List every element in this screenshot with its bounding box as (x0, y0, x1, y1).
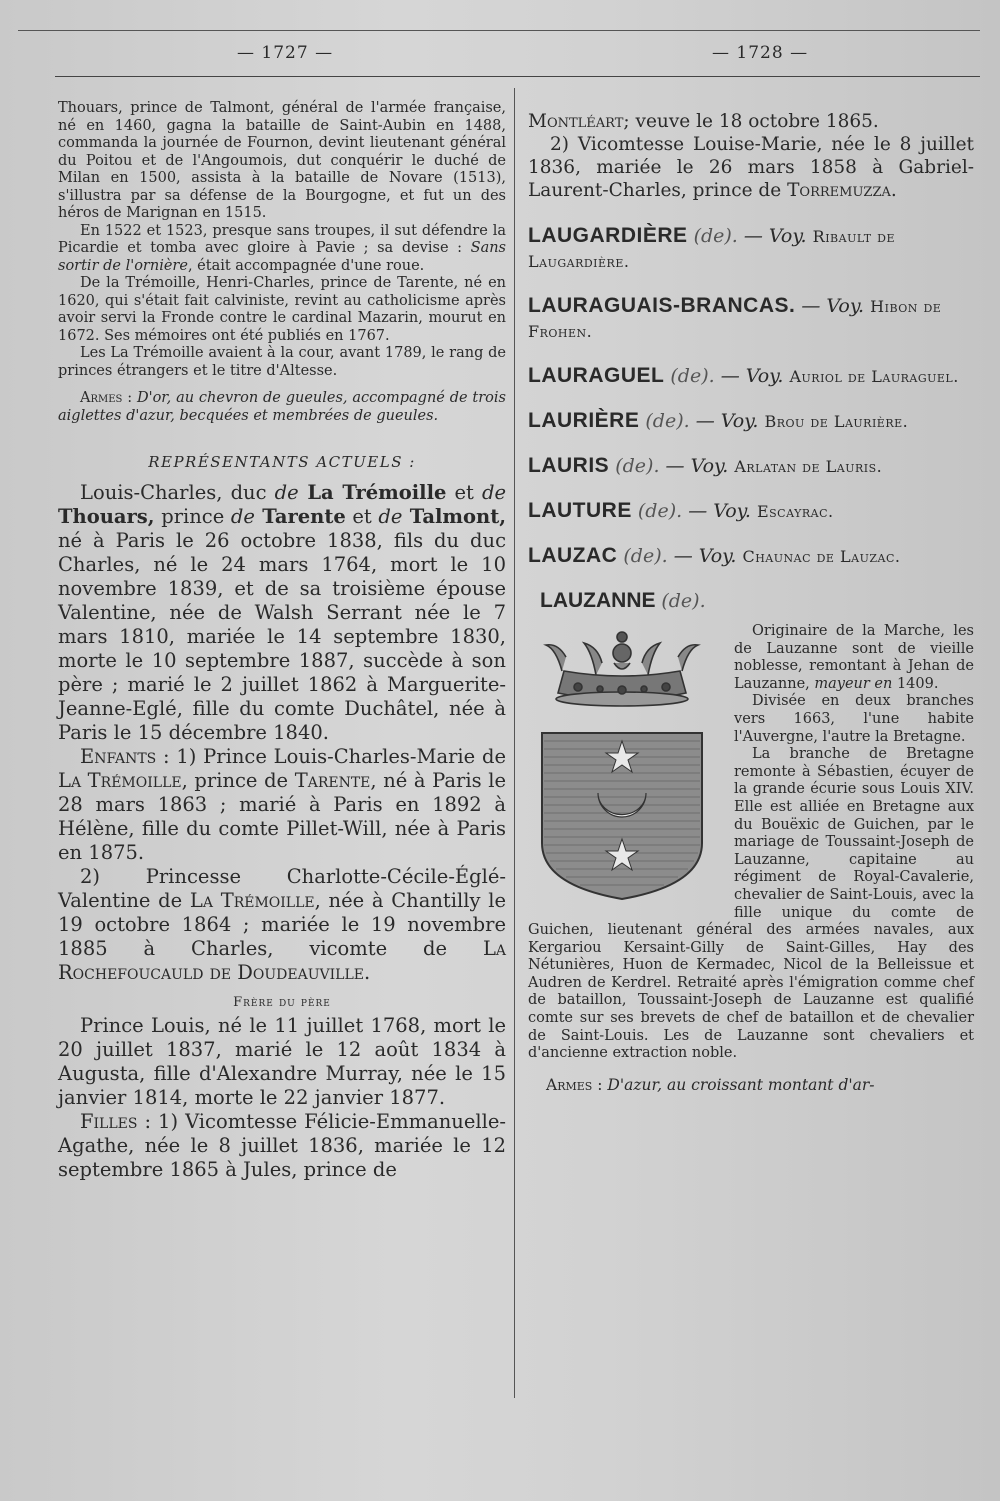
page-number-left: — 1727 — (237, 43, 334, 63)
lauzanne-section (528, 623, 974, 1094)
frere-du-pere-text: Prince Louis, né le 11 juillet 1768, mort le 20 juillet 1837, marié le 12 août 1834 à Augusta, fille d'Alexandre Murray, née le 15 janvier 1814, morte le 22 janvier 1877. (58, 1014, 506, 1109)
left-column (58, 100, 506, 1182)
column-divider (514, 88, 515, 1398)
filles-text: Filles : 1) Vicomtesse Félicie-Emmanuelle-Agathe, née le 8 juillet 1836, mariée le 12 septembre 1865 à Jules, prince de (58, 1110, 506, 1181)
lauzanne-bretagne: La branche de Bretagne remonte à Sébastien, écuyer de la grande écurie sous Louis XIV. Elle est alliée en Bretagne aux du Bouëxic de Guichen, par le mariage de Toussaint-Joseph de Lauzanne, capitaine au régiment de Royal-Cavalerie, chevalier de Saint-Louis, avec la fille unique du comte de Guichen, lieutenant général des armées navales, aux Kergariou Kersaint-Gilly de Saint-Gilles, Hay des Nétunières, Huon de Kermadec, Nicol de la Belleissue et Audren de Kerdrel. Retraité après l'émigration comme chef de bataillon, Toussaint-Joseph de Lauzanne est qualifié comte sur ses brevets de chef de bataillon et de chevalier de Saint-Louis. Les de Lauzanne sont chevaliers et d'ancienne extraction noble. (528, 746, 974, 1062)
lauzanne-branches: Divisée en deux branches vers 1663, l'une habite l'Auvergne, l'autre la Bretagne. (734, 693, 974, 745)
right-column (528, 110, 974, 1094)
lauzanne-origin: Originaire de la Marche, les de Lauzanne sont de vieille noblesse, remontant à Jehan de Lauzanne, mayeur en 1409. (734, 623, 974, 692)
enfants-1: Enfants : 1) Prince Louis-Charles-Marie de La Trémoille, prince de Tarente, né à Paris le 28 mars 1863 ; marié à Paris en 1892 à Hélène, fille du comte Pillet-Will, née à Paris en 1875. (58, 745, 506, 864)
top-rule (18, 30, 980, 31)
entry-lauture: LAUTURE (de). — Voy. Escayrac. (528, 499, 834, 522)
entries-list (528, 224, 974, 569)
entry-lauriere: LAURIÈRE (de). — Voy. Brou de Laurière. (528, 409, 909, 432)
entry-lauraguais-brancas: LAURAGUAIS-BRANCAS. — Voy. Hibon de Frohen. (528, 294, 942, 341)
paragraph-picardie: En 1522 et 1523, presque sans troupes, il sut défendre la Picardie et tomba avec gloire à Pavie ; sa devise : Sans sortir de l'ornière, était accompagnée d'une roue. (58, 222, 506, 274)
representants-title: REPRÉSENTANTS ACTUELS : (148, 453, 416, 471)
enfants-2: 2) Princesse Charlotte-Cécile-Églé-Valentine de La Trémoille, née à Chantilly le 19 octobre 1864 ; mariée le 19 novembre 1885 à Charles, vicomte de La Rochefoucauld de Doudeauville. (58, 865, 506, 984)
entry-lauzac: LAUZAC (de). — Voy. Chaunac de Lauzac. (528, 544, 901, 567)
frere-du-pere-title: Frère du père (233, 995, 331, 1010)
motto: Sans sortir de l'ornière (58, 240, 506, 274)
representant-louis-charles: Louis-Charles, duc de La Trémoille et de Thouars, prince de Tarente et de Talmont, né à Paris le 26 octobre 1838, fils du duc Charles, né le 24 mars 1764, mort le 10 novembre 1839, et de sa troisième épouse Valentine, née de Walsh Serrant née le 7 mars 1810, mariée le 14 septembre 1830, morte le 10 septembre 1887, succède à son père ; marié le 2 juillet 1862 à Marguerite-Jeanne-Eglé, fille du comte Duchâtel, née à Paris le 15 décembre 1840. (58, 481, 506, 744)
paragraph-talmont: Thouars, prince de Talmont, général de l'armée française, né en 1460, gagna la bataille de Saint-Aubin en 1488, commanda la journée de Fournon, devint lieutenant général du Poitou et de l'Angoumois, dut conquérir le duché de Milan en 1500, assista à la bataille de Novare (1513), s'illustra par sa défense de la Bourgogne, et fut un des héros de Marignan en 1515. (58, 100, 506, 221)
entry-lauris: LAURIS (de). — Voy. Arlatan de Lauris. (528, 454, 883, 477)
page-number-right: — 1728 — (712, 43, 809, 63)
entry-laugardiere: LAUGARDIÈRE (de). — Voy. Ribault de Laugardière. (528, 224, 896, 271)
armes-tremoille: Armes : D'or, au chevron de gueules, accompagné de trois aiglettes d'azur, becquées et membrées de gueules. (58, 390, 506, 424)
paragraph-cour: Les La Trémoille avaient à la cour, avant 1789, le rang de princes étrangers et le titre d'Altesse. (58, 345, 506, 379)
entry-lauzanne-heading: LAUZANNE (de). (540, 589, 706, 612)
continuation-louise-marie: 2) Vicomtesse Louise-Marie, née le 8 juillet 1836, mariée le 26 mars 1858 à Gabriel-Laurent-Charles, prince de Torremuzza. (528, 134, 974, 201)
entry-lauraguel: LAURAGUEL (de). — Voy. Auriol de Lauraguel. (528, 364, 959, 387)
crown-icon (546, 632, 698, 706)
header-rule (55, 76, 980, 77)
continuation-montleart: Montléart; veuve le 18 octobre 1865. (528, 111, 879, 132)
armes-lauzanne: Armes : D'azur, au croissant montant d'ar- (546, 1075, 875, 1094)
coat-of-arms-icon (518, 623, 726, 905)
paragraph-henri-charles: De la Trémoille, Henri-Charles, prince de Tarente, né en 1620, qui s'était fait calviniste, revint au catholicisme après avoir servi la Fronde contre le cardinal Mazarin, mourut en 1672. Ses mémoires ont été publiés en 1767. (58, 275, 506, 344)
